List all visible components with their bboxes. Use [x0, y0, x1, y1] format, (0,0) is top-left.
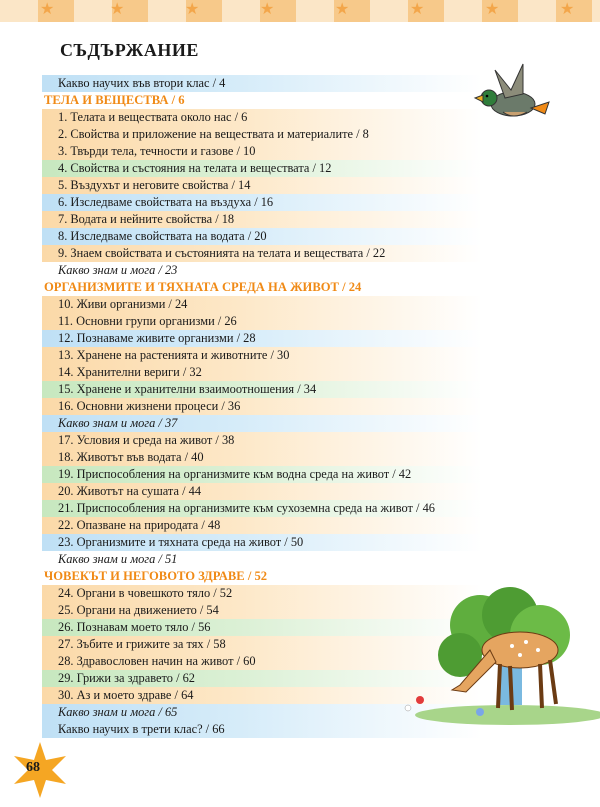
toc-entry: 2. Свойства и приложение на веществата и материалите / 8 [42, 126, 482, 143]
toc-entry: 4. Свойства и състояния на телата и веществата / 12 [42, 160, 482, 177]
toc-entry: Какво научих в трети клас? / 66 [42, 721, 482, 738]
toc-entry: 21. Приспособления на организмите към сухоземна среда на живот / 46 [42, 500, 482, 517]
page-number: 68 [26, 760, 40, 775]
star-icon: ★ [335, 1, 350, 18]
toc-entry: 18. Животът във водата / 40 [42, 449, 482, 466]
toc-entry: 24. Органи в човешкото тяло / 52 [42, 585, 482, 602]
toc-entry: 12. Познаваме живите организми / 28 [42, 330, 482, 347]
toc-entry: 16. Основни жизнени процеси / 36 [42, 398, 482, 415]
toc-entry: Какво знам и мога / 23 [58, 263, 178, 277]
section-heading: ТЕЛА И ВЕЩЕСТВА / 6 [44, 93, 185, 107]
toc-entry: 1. Телата и веществата около нас / 6 [42, 109, 482, 126]
toc-entry: 27. Зъбите и грижите за тях / 58 [42, 636, 482, 653]
star-icon: ★ [410, 1, 425, 18]
toc-entry: 15. Хранене и хранителни взаимоотношения / 34 [42, 381, 482, 398]
deer-illustration [400, 580, 600, 730]
toc-entry: 28. Здравословен начин на живот / 60 [42, 653, 482, 670]
toc-entry: 13. Хранене на растенията и животните / 30 [42, 347, 482, 364]
page-title: СЪДЪРЖАНИЕ [60, 40, 199, 60]
star-icon: ★ [185, 1, 200, 18]
page-number-badge [10, 740, 70, 800]
star-icon: ★ [40, 1, 55, 18]
toc-entry: 3. Твърди тела, течности и газове / 10 [42, 143, 482, 160]
section-heading: ЧОВЕКЪТ И НЕГОВОТО ЗДРАВЕ / 52 [44, 569, 268, 583]
toc-entry: 17. Условия и среда на живот / 38 [42, 432, 482, 449]
star-icon: ★ [110, 1, 125, 18]
toc-entry: 5. Въздухът и неговите свойства / 14 [42, 177, 482, 194]
toc-entry: 14. Хранителни вериги / 32 [42, 364, 482, 381]
toc-entry: 30. Аз и моето здраве / 64 [42, 687, 482, 704]
toc-entry: 20. Животът на сушата / 44 [42, 483, 482, 500]
toc-entry: 7. Водата и нейните свойства / 18 [42, 211, 482, 228]
toc-entry: 25. Органи на движението / 54 [42, 602, 482, 619]
toc-entry: Какво знам и мога / 65 [42, 704, 482, 721]
toc-entry: 9. Знаем свойствата и състоянията на телата и веществата / 22 [42, 245, 482, 262]
toc-entry: 26. Познавам моето тяло / 56 [42, 619, 482, 636]
toc-entry: 29. Грижи за здравето / 62 [42, 670, 482, 687]
toc-entry: 11. Основни групи организми / 26 [42, 313, 482, 330]
star-icon: ★ [260, 1, 275, 18]
section-heading: ОРГАНИЗМИТЕ И ТЯХНАТА СРЕДА НА ЖИВОТ / 24 [44, 280, 362, 294]
toc-entry: 6. Изследваме свойствата на въздуха / 16 [42, 194, 482, 211]
toc-entry: Какво знам и мога / 51 [58, 552, 178, 566]
toc-entry: 23. Организмите и тяхната среда на живот / 50 [42, 534, 482, 551]
toc-entry: 19. Приспособления на организмите към водна среда на живот / 42 [42, 466, 482, 483]
decorative-top-band [0, 0, 600, 22]
toc-entry: 22. Опазване на природата / 48 [42, 517, 482, 534]
toc-entry: Какво научих във втори клас / 4 [42, 75, 482, 92]
toc-entry: 8. Изследваме свойствата на водата / 20 [42, 228, 482, 245]
duck-illustration [465, 62, 555, 132]
star-icon: ★ [560, 1, 575, 18]
star-icon: ★ [485, 1, 500, 18]
toc-entry: 10. Живи организми / 24 [42, 296, 482, 313]
toc-entry: Какво знам и мога / 37 [42, 415, 482, 432]
